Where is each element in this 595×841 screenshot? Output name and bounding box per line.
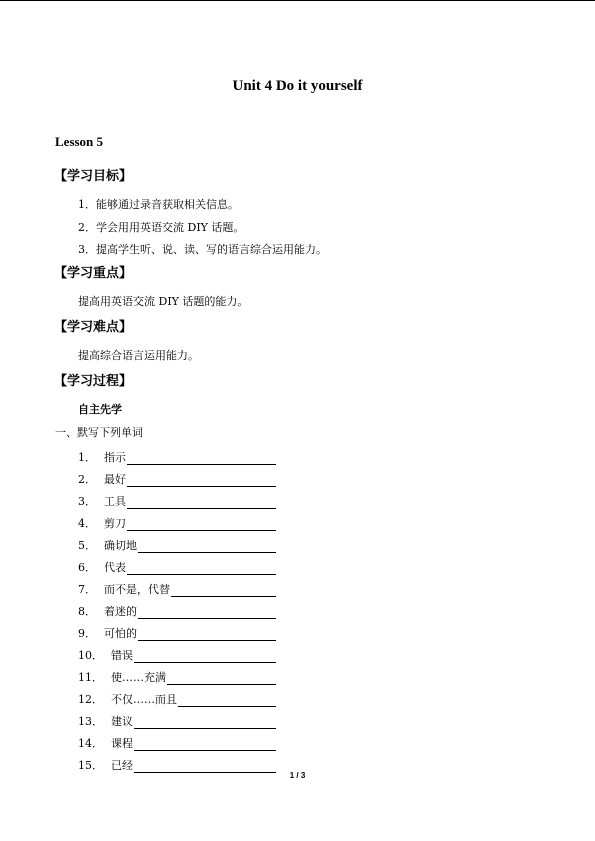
vocab-item [78, 487, 276, 509]
answer-blank[interactable] [171, 584, 276, 597]
answer-blank[interactable] [127, 518, 276, 531]
page-title: Unit 4 Do it yourself [232, 78, 363, 94]
vocab-word: 使……充满 [111, 671, 166, 684]
vocab-number: 11． [78, 671, 103, 684]
answer-blank[interactable] [134, 716, 276, 729]
vocab-word: 已经 [111, 759, 133, 772]
vocab-list [78, 443, 276, 773]
vocab-word: 错误 [111, 649, 133, 662]
key-points-text: 提高用英语交流 DIY 话题的能力。 [78, 295, 249, 308]
vocab-item [78, 597, 276, 619]
vocab-item [78, 553, 276, 575]
vocab-item [78, 641, 276, 663]
self-study-subheading: 自主先学 [78, 403, 122, 416]
vocab-word: 工具 [104, 495, 126, 508]
answer-blank[interactable] [134, 650, 276, 663]
answer-blank[interactable] [127, 474, 276, 487]
vocab-item [78, 751, 276, 773]
vocab-item [78, 685, 276, 707]
goal-item: 1．能够通过录音获取相关信息。 [78, 198, 239, 211]
vocab-item [78, 707, 276, 729]
vocab-number: 12． [78, 693, 103, 706]
answer-blank[interactable] [138, 540, 276, 553]
answer-blank[interactable] [167, 672, 276, 685]
answer-blank[interactable] [127, 496, 276, 509]
vocab-number: 5． [78, 539, 96, 552]
key-points-heading: 【学习重点】 [54, 266, 133, 281]
vocab-number: 3． [78, 495, 96, 508]
vocab-word: 最好 [104, 473, 126, 486]
answer-blank[interactable] [138, 628, 276, 641]
vocab-item [78, 663, 276, 685]
answer-blank[interactable] [138, 606, 276, 619]
vocab-word: 建议 [111, 715, 133, 728]
vocab-item [78, 443, 276, 465]
difficulties-heading: 【学习难点】 [54, 320, 133, 335]
vocab-number: 4． [78, 517, 96, 530]
vocab-item [78, 465, 276, 487]
vocab-number: 14． [78, 737, 103, 750]
vocab-word: 代表 [104, 561, 126, 574]
vocab-number: 15． [78, 759, 103, 772]
top-border [0, 0, 595, 1]
vocab-word: 不仅……而且 [111, 693, 177, 706]
answer-blank[interactable] [134, 738, 276, 751]
section-dictation: 一、默写下列单词 [55, 426, 143, 439]
page-number: 1 / 3 [289, 771, 306, 780]
vocab-number: 6． [78, 561, 96, 574]
answer-blank[interactable] [127, 562, 276, 575]
vocab-number: 2． [78, 473, 96, 486]
vocab-number: 13． [78, 715, 103, 728]
vocab-number: 9． [78, 627, 96, 640]
answer-blank[interactable] [127, 452, 276, 465]
vocab-number: 7． [78, 583, 96, 596]
answer-blank[interactable] [178, 694, 276, 707]
goal-item: 3．提高学生听、说、读、写的语言综合运用能力。 [78, 243, 327, 256]
difficulties-text: 提高综合语言运用能力。 [78, 349, 199, 362]
lesson-label: Lesson 5 [55, 134, 104, 149]
vocab-number: 8． [78, 605, 96, 618]
vocab-item [78, 619, 276, 641]
vocab-word: 指示 [104, 451, 126, 464]
goals-heading: 【学习目标】 [54, 169, 133, 184]
vocab-item [78, 575, 276, 597]
goal-item: 2．学会用用英语交流 DIY 话题。 [78, 221, 245, 234]
vocab-word: 而不是，代替 [104, 583, 170, 596]
vocab-item [78, 729, 276, 751]
vocab-word: 确切地 [104, 539, 137, 552]
vocab-number: 10． [78, 649, 103, 662]
vocab-word: 课程 [111, 737, 133, 750]
vocab-item [78, 531, 276, 553]
vocab-word: 剪刀 [104, 517, 126, 530]
vocab-word: 着迷的 [104, 605, 137, 618]
vocab-word: 可怕的 [104, 627, 137, 640]
vocab-number: 1． [78, 451, 96, 464]
process-heading: 【学习过程】 [54, 374, 133, 389]
vocab-item [78, 509, 276, 531]
